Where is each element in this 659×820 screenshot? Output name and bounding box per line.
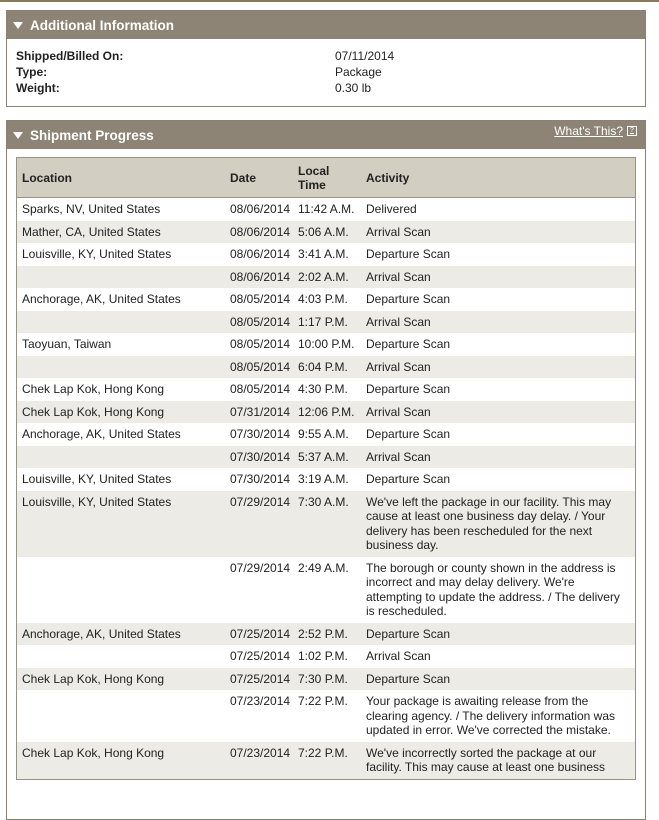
table-row bbox=[17, 446, 635, 469]
panel-title: Additional Information bbox=[30, 17, 174, 33]
cell-date: 08/05/2014 bbox=[225, 333, 293, 356]
cell-location: Anchorage, AK, United States bbox=[17, 423, 225, 446]
cell-time: 7:30 P.M. bbox=[293, 668, 361, 691]
cell-date: 08/05/2014 bbox=[225, 288, 293, 311]
cell-date: 08/06/2014 bbox=[225, 221, 293, 244]
cell-date: 07/25/2014 bbox=[225, 623, 293, 646]
cell-time: 6:04 P.M. bbox=[293, 356, 361, 379]
table-row bbox=[17, 266, 635, 289]
cell-date: 08/06/2014 bbox=[225, 198, 293, 221]
cell-date: 08/05/2014 bbox=[225, 356, 293, 379]
cell-location bbox=[17, 446, 225, 469]
info-label: Weight: bbox=[16, 81, 60, 95]
cell-date: 07/25/2014 bbox=[225, 645, 293, 668]
cell-activity: The borough or county shown in the address is incorrect and may delay delivery. We're attempting to update the address. / The delivery is rescheduled. bbox=[361, 557, 635, 623]
table-row bbox=[17, 333, 635, 356]
cell-time: 4:03 P.M. bbox=[293, 288, 361, 311]
table-header-row bbox=[17, 158, 635, 198]
cell-location bbox=[17, 311, 225, 334]
cell-time: 10:00 P.M. bbox=[293, 333, 361, 356]
top-divider bbox=[0, 0, 659, 2]
column-header-location: Location bbox=[17, 158, 225, 198]
cell-activity: Arrival Scan bbox=[361, 401, 635, 424]
cell-location: Mather, CA, United States bbox=[17, 221, 225, 244]
table-row bbox=[17, 401, 635, 424]
collapse-triangle-icon[interactable] bbox=[13, 22, 23, 29]
cell-time: 2:02 A.M. bbox=[293, 266, 361, 289]
cell-date: 07/30/2014 bbox=[225, 468, 293, 491]
cell-location: Anchorage, AK, United States bbox=[17, 623, 225, 646]
cell-activity: Departure Scan bbox=[361, 378, 635, 401]
cell-location bbox=[17, 645, 225, 668]
cell-location: Louisville, KY, United States bbox=[17, 491, 225, 557]
cell-location: Anchorage, AK, United States bbox=[17, 288, 225, 311]
cell-location: Taoyuan, Taiwan bbox=[17, 333, 225, 356]
cell-activity: Arrival Scan bbox=[361, 266, 635, 289]
table-row bbox=[17, 311, 635, 334]
cell-date: 07/25/2014 bbox=[225, 668, 293, 691]
table-row bbox=[17, 243, 635, 266]
info-row bbox=[16, 80, 636, 96]
panel-title: Shipment Progress bbox=[30, 127, 154, 143]
cell-date: 07/23/2014 bbox=[225, 742, 293, 779]
table-row bbox=[17, 557, 635, 623]
help-popup-icon[interactable]: ? bbox=[627, 126, 637, 136]
cell-activity: Departure Scan bbox=[361, 623, 635, 646]
table-row bbox=[17, 378, 635, 401]
additional-information-header[interactable] bbox=[7, 11, 645, 39]
info-value: 0.30 lb bbox=[335, 81, 372, 95]
table-row bbox=[17, 221, 635, 244]
cell-activity: Arrival Scan bbox=[361, 356, 635, 379]
cell-date: 07/30/2014 bbox=[225, 423, 293, 446]
cell-activity: Delivered bbox=[361, 198, 635, 221]
cell-activity: Arrival Scan bbox=[361, 221, 635, 244]
cell-time: 7:22 P.M. bbox=[293, 742, 361, 779]
cell-date: 08/05/2014 bbox=[225, 311, 293, 334]
cell-time: 2:49 A.M. bbox=[293, 557, 361, 623]
column-header-date: Date bbox=[225, 158, 293, 198]
cell-time: 4:30 P.M. bbox=[293, 378, 361, 401]
cell-date: 08/05/2014 bbox=[225, 378, 293, 401]
cell-time: 1:17 P.M. bbox=[293, 311, 361, 334]
cell-activity: Arrival Scan bbox=[361, 311, 635, 334]
cell-time: 12:06 P.M. bbox=[293, 401, 361, 424]
cell-location: Louisville, KY, United States bbox=[17, 243, 225, 266]
additional-information-panel bbox=[6, 10, 646, 107]
cell-date: 07/30/2014 bbox=[225, 446, 293, 469]
cell-location: Louisville, KY, United States bbox=[17, 468, 225, 491]
cell-activity: Departure Scan bbox=[361, 243, 635, 266]
info-value: 07/11/2014 bbox=[335, 49, 395, 63]
shipment-progress-table-wrapper bbox=[16, 157, 636, 780]
table-row bbox=[17, 356, 635, 379]
cell-date: 07/29/2014 bbox=[225, 491, 293, 557]
whats-this-label[interactable]: What's This? bbox=[554, 124, 623, 138]
cell-location: Chek Lap Kok, Hong Kong bbox=[17, 401, 225, 424]
shipment-progress-header[interactable] bbox=[7, 121, 645, 149]
cell-activity: Departure Scan bbox=[361, 668, 635, 691]
shipment-progress-panel bbox=[6, 120, 646, 820]
cell-activity: Your package is awaiting release from the clearing agency. / The delivery information was updated in error. We've corrected the mistake. bbox=[361, 690, 635, 742]
table-row bbox=[17, 468, 635, 491]
cell-date: 07/31/2014 bbox=[225, 401, 293, 424]
table-row bbox=[17, 645, 635, 668]
cell-location bbox=[17, 266, 225, 289]
table-row bbox=[17, 423, 635, 446]
cell-activity: Departure Scan bbox=[361, 423, 635, 446]
shipment-progress-table bbox=[17, 158, 635, 779]
cell-time: 9:55 A.M. bbox=[293, 423, 361, 446]
cell-location: Chek Lap Kok, Hong Kong bbox=[17, 668, 225, 691]
cell-activity: We've incorrectly sorted the package at our facility. This may cause at least one business bbox=[361, 742, 635, 779]
cell-time: 7:30 A.M. bbox=[293, 491, 361, 557]
whats-this-link[interactable] bbox=[554, 124, 637, 138]
cell-time: 1:02 P.M. bbox=[293, 645, 361, 668]
table-row bbox=[17, 491, 635, 557]
cell-activity: Arrival Scan bbox=[361, 645, 635, 668]
column-header-local-time: Local Time bbox=[293, 158, 361, 198]
cell-time: 7:22 P.M. bbox=[293, 690, 361, 742]
cell-time: 3:19 A.M. bbox=[293, 468, 361, 491]
table-row bbox=[17, 690, 635, 742]
cell-location bbox=[17, 356, 225, 379]
cell-activity: Departure Scan bbox=[361, 468, 635, 491]
cell-activity: Departure Scan bbox=[361, 333, 635, 356]
info-row bbox=[16, 48, 636, 64]
cell-time: 3:41 A.M. bbox=[293, 243, 361, 266]
cell-time: 11:42 A.M. bbox=[293, 198, 361, 221]
cell-location bbox=[17, 690, 225, 742]
table-row bbox=[17, 668, 635, 691]
cell-activity: We've left the package in our facility. This may cause at least one business day delay. / Your delivery has been rescheduled for the next business day. bbox=[361, 491, 635, 557]
info-body bbox=[7, 39, 645, 102]
cell-date: 08/06/2014 bbox=[225, 266, 293, 289]
cell-location: Chek Lap Kok, Hong Kong bbox=[17, 742, 225, 779]
column-header-activity: Activity bbox=[361, 158, 635, 198]
info-row bbox=[16, 64, 636, 80]
cell-activity: Departure Scan bbox=[361, 288, 635, 311]
info-value: Package bbox=[335, 65, 382, 79]
table-row bbox=[17, 288, 635, 311]
table-row bbox=[17, 623, 635, 646]
cell-activity: Arrival Scan bbox=[361, 446, 635, 469]
table-row bbox=[17, 198, 635, 221]
table-body bbox=[17, 198, 635, 779]
collapse-triangle-icon[interactable] bbox=[13, 132, 23, 139]
info-label: Shipped/Billed On: bbox=[16, 49, 124, 63]
cell-time: 2:52 P.M. bbox=[293, 623, 361, 646]
cell-date: 07/23/2014 bbox=[225, 690, 293, 742]
table-row bbox=[17, 742, 635, 779]
cell-location bbox=[17, 557, 225, 623]
cell-time: 5:37 A.M. bbox=[293, 446, 361, 469]
info-label: Type: bbox=[16, 65, 48, 79]
cell-time: 5:06 A.M. bbox=[293, 221, 361, 244]
cell-location: Sparks, NV, United States bbox=[17, 198, 225, 221]
cell-date: 07/29/2014 bbox=[225, 557, 293, 623]
cell-date: 08/06/2014 bbox=[225, 243, 293, 266]
cell-location: Chek Lap Kok, Hong Kong bbox=[17, 378, 225, 401]
